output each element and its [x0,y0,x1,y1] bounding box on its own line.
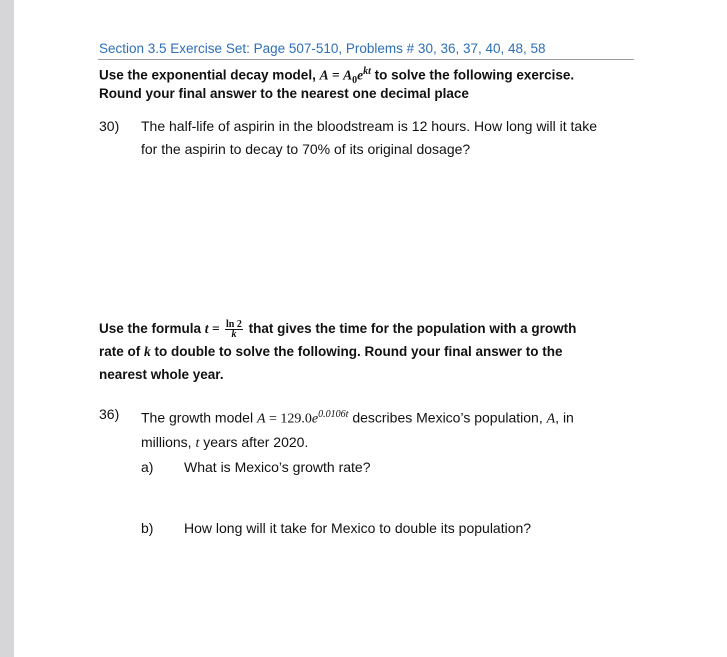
problem-text: The growth model $A = 129.0e^{0.0106t}$ describes Mexico’s population, A, in millions, t years after 2020. [141,409,574,451]
section-heading: Section 3.5 Exercise Set: Page 507-510, Problems # 30, 36, 37, 40, 48, 58 [99,41,546,56]
heading-underline [98,59,634,60]
problem-number: 36) [99,406,120,422]
instructions-growth-line2: rate of k to double to solve the following. Round your final answer to the [99,344,563,359]
instructions-decay-line1: Use the exponential decay model, $A = A_0e^{kt}$ to solve the following exercise. [99,66,575,87]
formula-A: A [319,67,329,83]
part-text: How long will it take for Mexico to double its population? [184,520,532,536]
problem-text: The half-life of aspirin in the bloodstream is 12 hours. How long will it take for the aspirin to decay to 70% of its original dosage? [141,118,597,157]
instructions-decay [99,63,659,107]
instructions-growth [99,320,659,389]
left-margin-bar [0,0,14,657]
instructions-decay-line2: Round your final answer to the nearest one decimal place [99,86,469,101]
problem-36-part-a [141,458,641,478]
problem-36 [99,403,659,453]
problem-36-part-b [141,519,641,539]
part-label: a) [141,459,154,475]
instructions-growth-line3: nearest whole year. [99,367,224,382]
document-page [14,0,727,657]
problem-30 [99,115,659,165]
instructions-growth-line1: Use the formula t = $\frac{\ln 2}{k}$ that gives the time for the population with a growth [99,319,577,340]
part-text: What is Mexico’s growth rate? [184,459,371,475]
problem-number: 30) [99,118,120,134]
ln2-over-k-fraction: $\frac{\ln 2}{k}$ [226,319,242,340]
part-label: b) [141,520,154,536]
